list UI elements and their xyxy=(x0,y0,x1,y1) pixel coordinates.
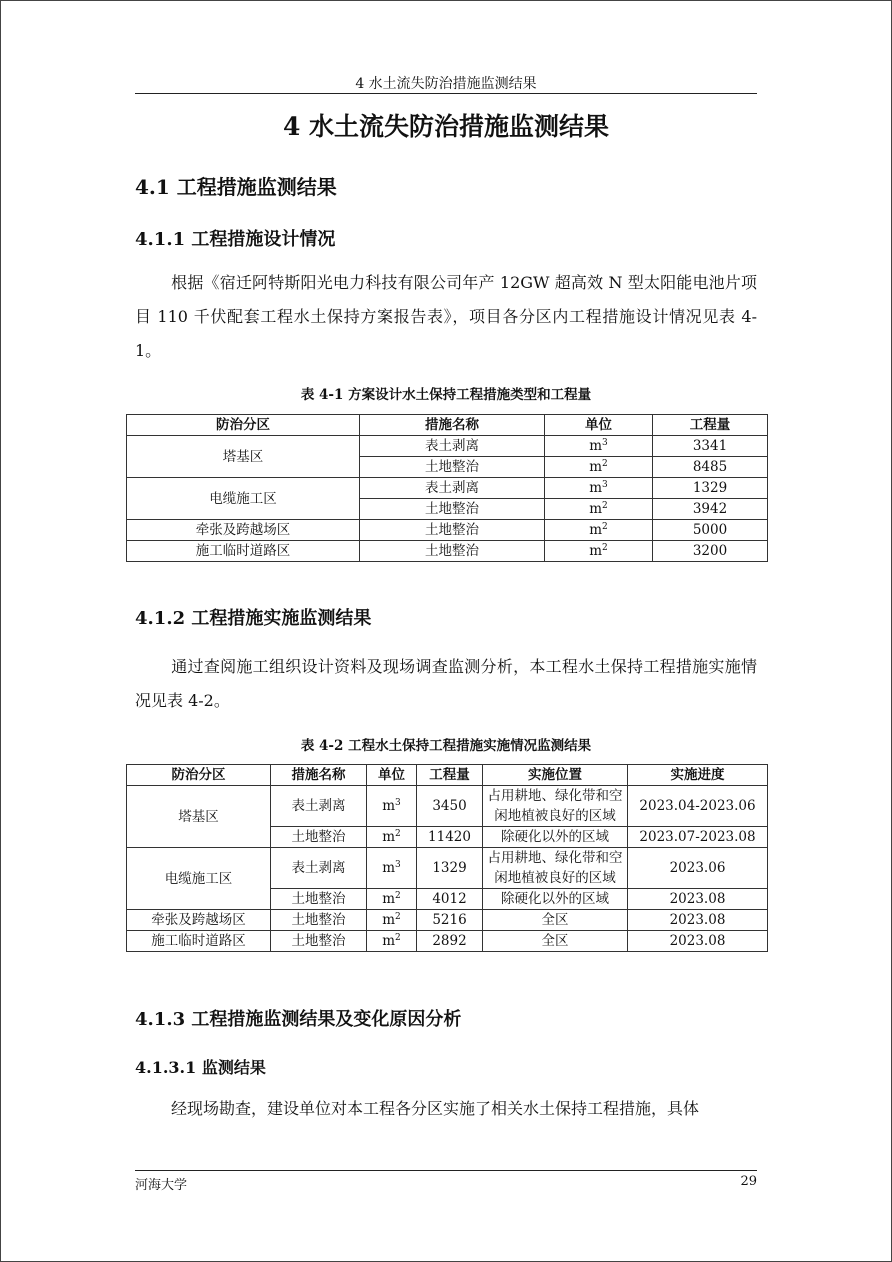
footer-organization: 河海大学 xyxy=(135,1178,188,1193)
progress-cell: 2023.07-2023.08 xyxy=(628,827,768,848)
footer-rule xyxy=(135,1170,757,1171)
table-row xyxy=(127,786,768,827)
qty-cell: 3942 xyxy=(653,499,768,520)
zone-cell: 电缆施工区 xyxy=(127,478,360,520)
location-cell: 占用耕地、绿化带和空闲地植被良好的区域 xyxy=(483,848,628,889)
col-header-measure: 措施名称 xyxy=(271,765,367,786)
col-header-unit: 单位 xyxy=(545,415,653,436)
table-row xyxy=(127,931,768,952)
table-4-2 xyxy=(126,764,768,952)
table-header-row xyxy=(127,415,768,436)
location-cell: 全区 xyxy=(483,931,628,952)
measure-cell: 土地整治 xyxy=(271,931,367,952)
col-header-unit: 单位 xyxy=(367,765,417,786)
qty-cell: 8485 xyxy=(653,457,768,478)
unit-cell: $m^3$ xyxy=(545,478,653,499)
measure-cell: 土地整治 xyxy=(360,520,545,541)
measure-cell: 表土剥离 xyxy=(271,848,367,889)
qty-cell: 5000 xyxy=(653,520,768,541)
unit-cell: $m^2$ xyxy=(367,910,417,931)
paragraph-3: 经现场勘查，建设单位对本工程各分区实施了相关水土保持工程措施，具体 xyxy=(171,1099,700,1118)
qty-cell: 1329 xyxy=(417,848,483,889)
running-header: 4 水土流失防治措施监测结果 xyxy=(355,76,537,92)
section-4-1-3-heading: 4.1.3 工程措施监测结果及变化原因分析 xyxy=(135,1009,462,1030)
unit-cell: $m^2$ xyxy=(545,520,653,541)
table-row xyxy=(127,910,768,931)
table-row xyxy=(127,520,768,541)
header-rule xyxy=(135,93,757,94)
measure-cell: 土地整治 xyxy=(360,541,545,562)
unit-cell: $m^2$ xyxy=(367,931,417,952)
progress-cell: 2023.08 xyxy=(628,931,768,952)
zone-cell: 塔基区 xyxy=(127,786,271,848)
qty-cell: 3200 xyxy=(653,541,768,562)
table-row xyxy=(127,848,768,889)
qty-cell: 3341 xyxy=(653,436,768,457)
progress-cell: 2023.08 xyxy=(628,910,768,931)
measure-cell: 土地整治 xyxy=(271,910,367,931)
qty-cell: 1329 xyxy=(653,478,768,499)
qty-cell: 11420 xyxy=(417,827,483,848)
section-4-1-2-heading: 4.1.2 工程措施实施监测结果 xyxy=(135,608,372,629)
table-row xyxy=(127,478,768,499)
measure-cell: 土地整治 xyxy=(360,499,545,520)
location-cell: 除硬化以外的区域 xyxy=(483,889,628,910)
zone-cell: 施工临时道路区 xyxy=(127,541,360,562)
unit-cell: $m^2$ xyxy=(367,889,417,910)
measure-cell: 表土剥离 xyxy=(360,436,545,457)
table-header-row xyxy=(127,765,768,786)
measure-cell: 土地整治 xyxy=(360,457,545,478)
qty-cell: 4012 xyxy=(417,889,483,910)
qty-cell: 5216 xyxy=(417,910,483,931)
section-4-1-heading: 4.1 工程措施监测结果 xyxy=(135,175,337,199)
measure-cell: 土地整治 xyxy=(271,827,367,848)
unit-cell: $m^3$ xyxy=(367,848,417,889)
col-header-measure: 措施名称 xyxy=(360,415,545,436)
progress-cell: 2023.06 xyxy=(628,848,768,889)
table-row xyxy=(127,541,768,562)
qty-cell: 2892 xyxy=(417,931,483,952)
zone-cell: 塔基区 xyxy=(127,436,360,478)
measure-cell: 土地整治 xyxy=(271,889,367,910)
progress-cell: 2023.04-2023.06 xyxy=(628,786,768,827)
chapter-title: 4 水土流失防治措施监测结果 xyxy=(282,112,610,141)
unit-cell: $m^2$ xyxy=(545,541,653,562)
page-number: 29 xyxy=(740,1174,757,1189)
unit-cell: $m^3$ xyxy=(545,436,653,457)
unit-cell: $m^2$ xyxy=(367,827,417,848)
location-cell: 占用耕地、绿化带和空闲地植被良好的区域 xyxy=(483,786,628,827)
table-4-1-caption: 表 4-1 方案设计水土保持工程措施类型和工程量 xyxy=(300,387,592,403)
zone-cell: 电缆施工区 xyxy=(127,848,271,910)
table-4-2-caption: 表 4-2 工程水土保持工程措施实施情况监测结果 xyxy=(300,738,592,754)
col-header-qty: 工程量 xyxy=(653,415,768,436)
zone-cell: 施工临时道路区 xyxy=(127,931,271,952)
col-header-qty: 工程量 xyxy=(417,765,483,786)
progress-cell: 2023.08 xyxy=(628,889,768,910)
col-header-zone: 防治分区 xyxy=(127,415,360,436)
measure-cell: 表土剥离 xyxy=(271,786,367,827)
zone-cell: 牵张及跨越场区 xyxy=(127,520,360,541)
location-cell: 全区 xyxy=(483,910,628,931)
col-header-location: 实施位置 xyxy=(483,765,628,786)
unit-cell: $m^2$ xyxy=(545,499,653,520)
paragraph-1: 根据《宿迁阿特斯阳光电力科技有限公司年产 12GW 超高效 N 型太阳能电池片项目 110 千伏配套工程水土保持方案报告表》，项目各分区内工程措施设计情况见表 4-1。 xyxy=(135,273,757,360)
table-4-1 xyxy=(126,414,768,562)
col-header-progress: 实施进度 xyxy=(628,765,768,786)
section-4-1-3-1-heading: 4.1.3.1 监测结果 xyxy=(135,1058,266,1077)
qty-cell: 3450 xyxy=(417,786,483,827)
section-4-1-1-heading: 4.1.1 工程措施设计情况 xyxy=(135,229,336,250)
zone-cell: 牵张及跨越场区 xyxy=(127,910,271,931)
paragraph-2: 通过查阅施工组织设计资料及现场调查监测分析，本工程水土保持工程措施实施情况见表 4-2。 xyxy=(135,657,757,710)
location-cell: 除硬化以外的区域 xyxy=(483,827,628,848)
table-row xyxy=(127,436,768,457)
measure-cell: 表土剥离 xyxy=(360,478,545,499)
col-header-zone: 防治分区 xyxy=(127,765,271,786)
unit-cell: $m^3$ xyxy=(367,786,417,827)
unit-cell: $m^2$ xyxy=(545,457,653,478)
